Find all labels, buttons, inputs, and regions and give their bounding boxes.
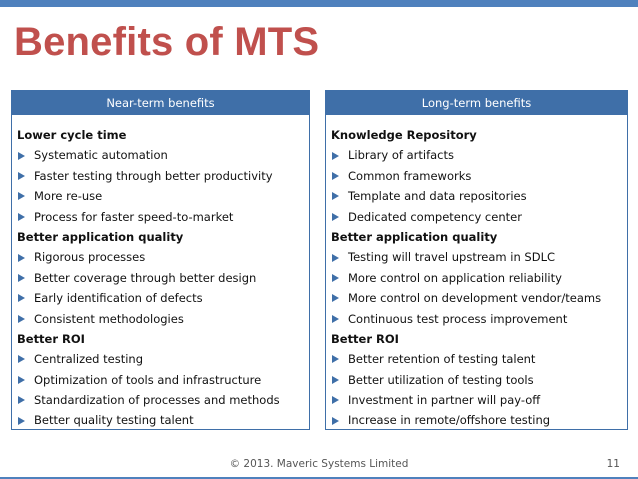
panel-body [326,115,627,431]
list-item [331,349,627,369]
long-term-benefits-panel [325,90,628,430]
triangle-bullet-icon [332,152,339,160]
group-title: Better application quality [17,229,184,244]
triangle-bullet-icon [332,172,339,180]
list-item [331,410,627,430]
list-item [17,410,309,430]
list-item [17,145,309,165]
list-item-text: Common frameworks [348,168,472,183]
triangle-bullet-icon [332,274,339,282]
near-term-benefits-panel [11,90,310,430]
list-item [17,390,309,410]
panel-header: Long-term benefits [326,91,627,115]
list-item-text: Faster testing through better productivity [34,168,273,183]
triangle-bullet-icon [18,376,25,384]
slide-title: Benefits of MTS [14,20,320,64]
list-item [331,288,627,308]
page-number: 11 [606,458,620,470]
triangle-bullet-icon [18,274,25,282]
triangle-bullet-icon [18,294,25,302]
triangle-bullet-icon [18,172,25,180]
triangle-bullet-icon [332,254,339,262]
list-item [17,370,309,390]
list-item-text: Better coverage through better design [34,270,257,285]
list-item [17,186,309,206]
list-item [17,247,309,267]
list-item-text: Better utilization of testing tools [348,372,534,387]
list-item-text: Investment in partner will pay-off [348,393,541,408]
list-item-text: Systematic automation [34,148,168,163]
list-item-text: Template and data repositories [348,189,527,204]
triangle-bullet-icon [332,396,339,404]
list-item [17,349,309,369]
list-item [17,166,309,186]
list-item-text: Standardization of processes and methods [34,393,280,408]
list-item [331,207,627,227]
list-item [331,390,627,410]
group-title: Knowledge Repository [331,128,477,142]
triangle-bullet-icon [332,355,339,363]
list-item-text: Rigorous processes [34,250,146,265]
list-item-text: Continuous test process improvement [348,311,568,326]
list-item [331,247,627,267]
list-item [331,309,627,329]
list-item-text: Better quality testing talent [34,413,194,428]
group-title: Better ROI [331,331,399,346]
list-item-text: Early identification of defects [34,291,203,306]
group-title: Better ROI [17,331,85,346]
panel-header: Near-term benefits [12,91,309,115]
triangle-bullet-icon [18,417,25,425]
triangle-bullet-icon [18,192,25,200]
copyright-footer: © 2013. Maveric Systems Limited [229,458,409,470]
triangle-bullet-icon [332,315,339,323]
triangle-bullet-icon [18,254,25,262]
panel-body [12,115,309,431]
list-item-text: Library of artifacts [348,148,455,163]
list-item-text: Optimization of tools and infrastructure [34,372,262,387]
list-item [331,268,627,288]
list-item [17,207,309,227]
list-item [331,186,627,206]
triangle-bullet-icon [332,192,339,200]
list-item-text: Process for faster speed-to-market [34,209,234,224]
list-item-text: Testing will travel upstream in SDLC [348,250,556,265]
triangle-bullet-icon [332,376,339,384]
triangle-bullet-icon [18,213,25,221]
list-item [331,370,627,390]
triangle-bullet-icon [332,213,339,221]
list-item [331,166,627,186]
list-item-text: More re-use [34,189,103,204]
group-title: Lower cycle time [17,128,127,142]
list-item [17,268,309,288]
list-item-text: More control on development vendor/teams [348,291,602,306]
list-item-text: Consistent methodologies [34,311,184,326]
triangle-bullet-icon [18,152,25,160]
group-title: Better application quality [331,229,498,244]
triangle-bullet-icon [18,315,25,323]
triangle-bullet-icon [332,417,339,425]
list-item-text: Centralized testing [34,352,144,367]
list-item [17,309,309,329]
list-item-text: Better retention of testing talent [348,352,536,367]
list-item [331,145,627,165]
list-item-text: Increase in remote/offshore testing [348,413,551,428]
triangle-bullet-icon [18,355,25,363]
triangle-bullet-icon [18,396,25,404]
list-item [17,288,309,308]
list-item-text: Dedicated competency center [348,209,522,224]
triangle-bullet-icon [332,294,339,302]
top-accent-bar [0,0,638,7]
list-item-text: More control on application reliability [348,270,562,285]
